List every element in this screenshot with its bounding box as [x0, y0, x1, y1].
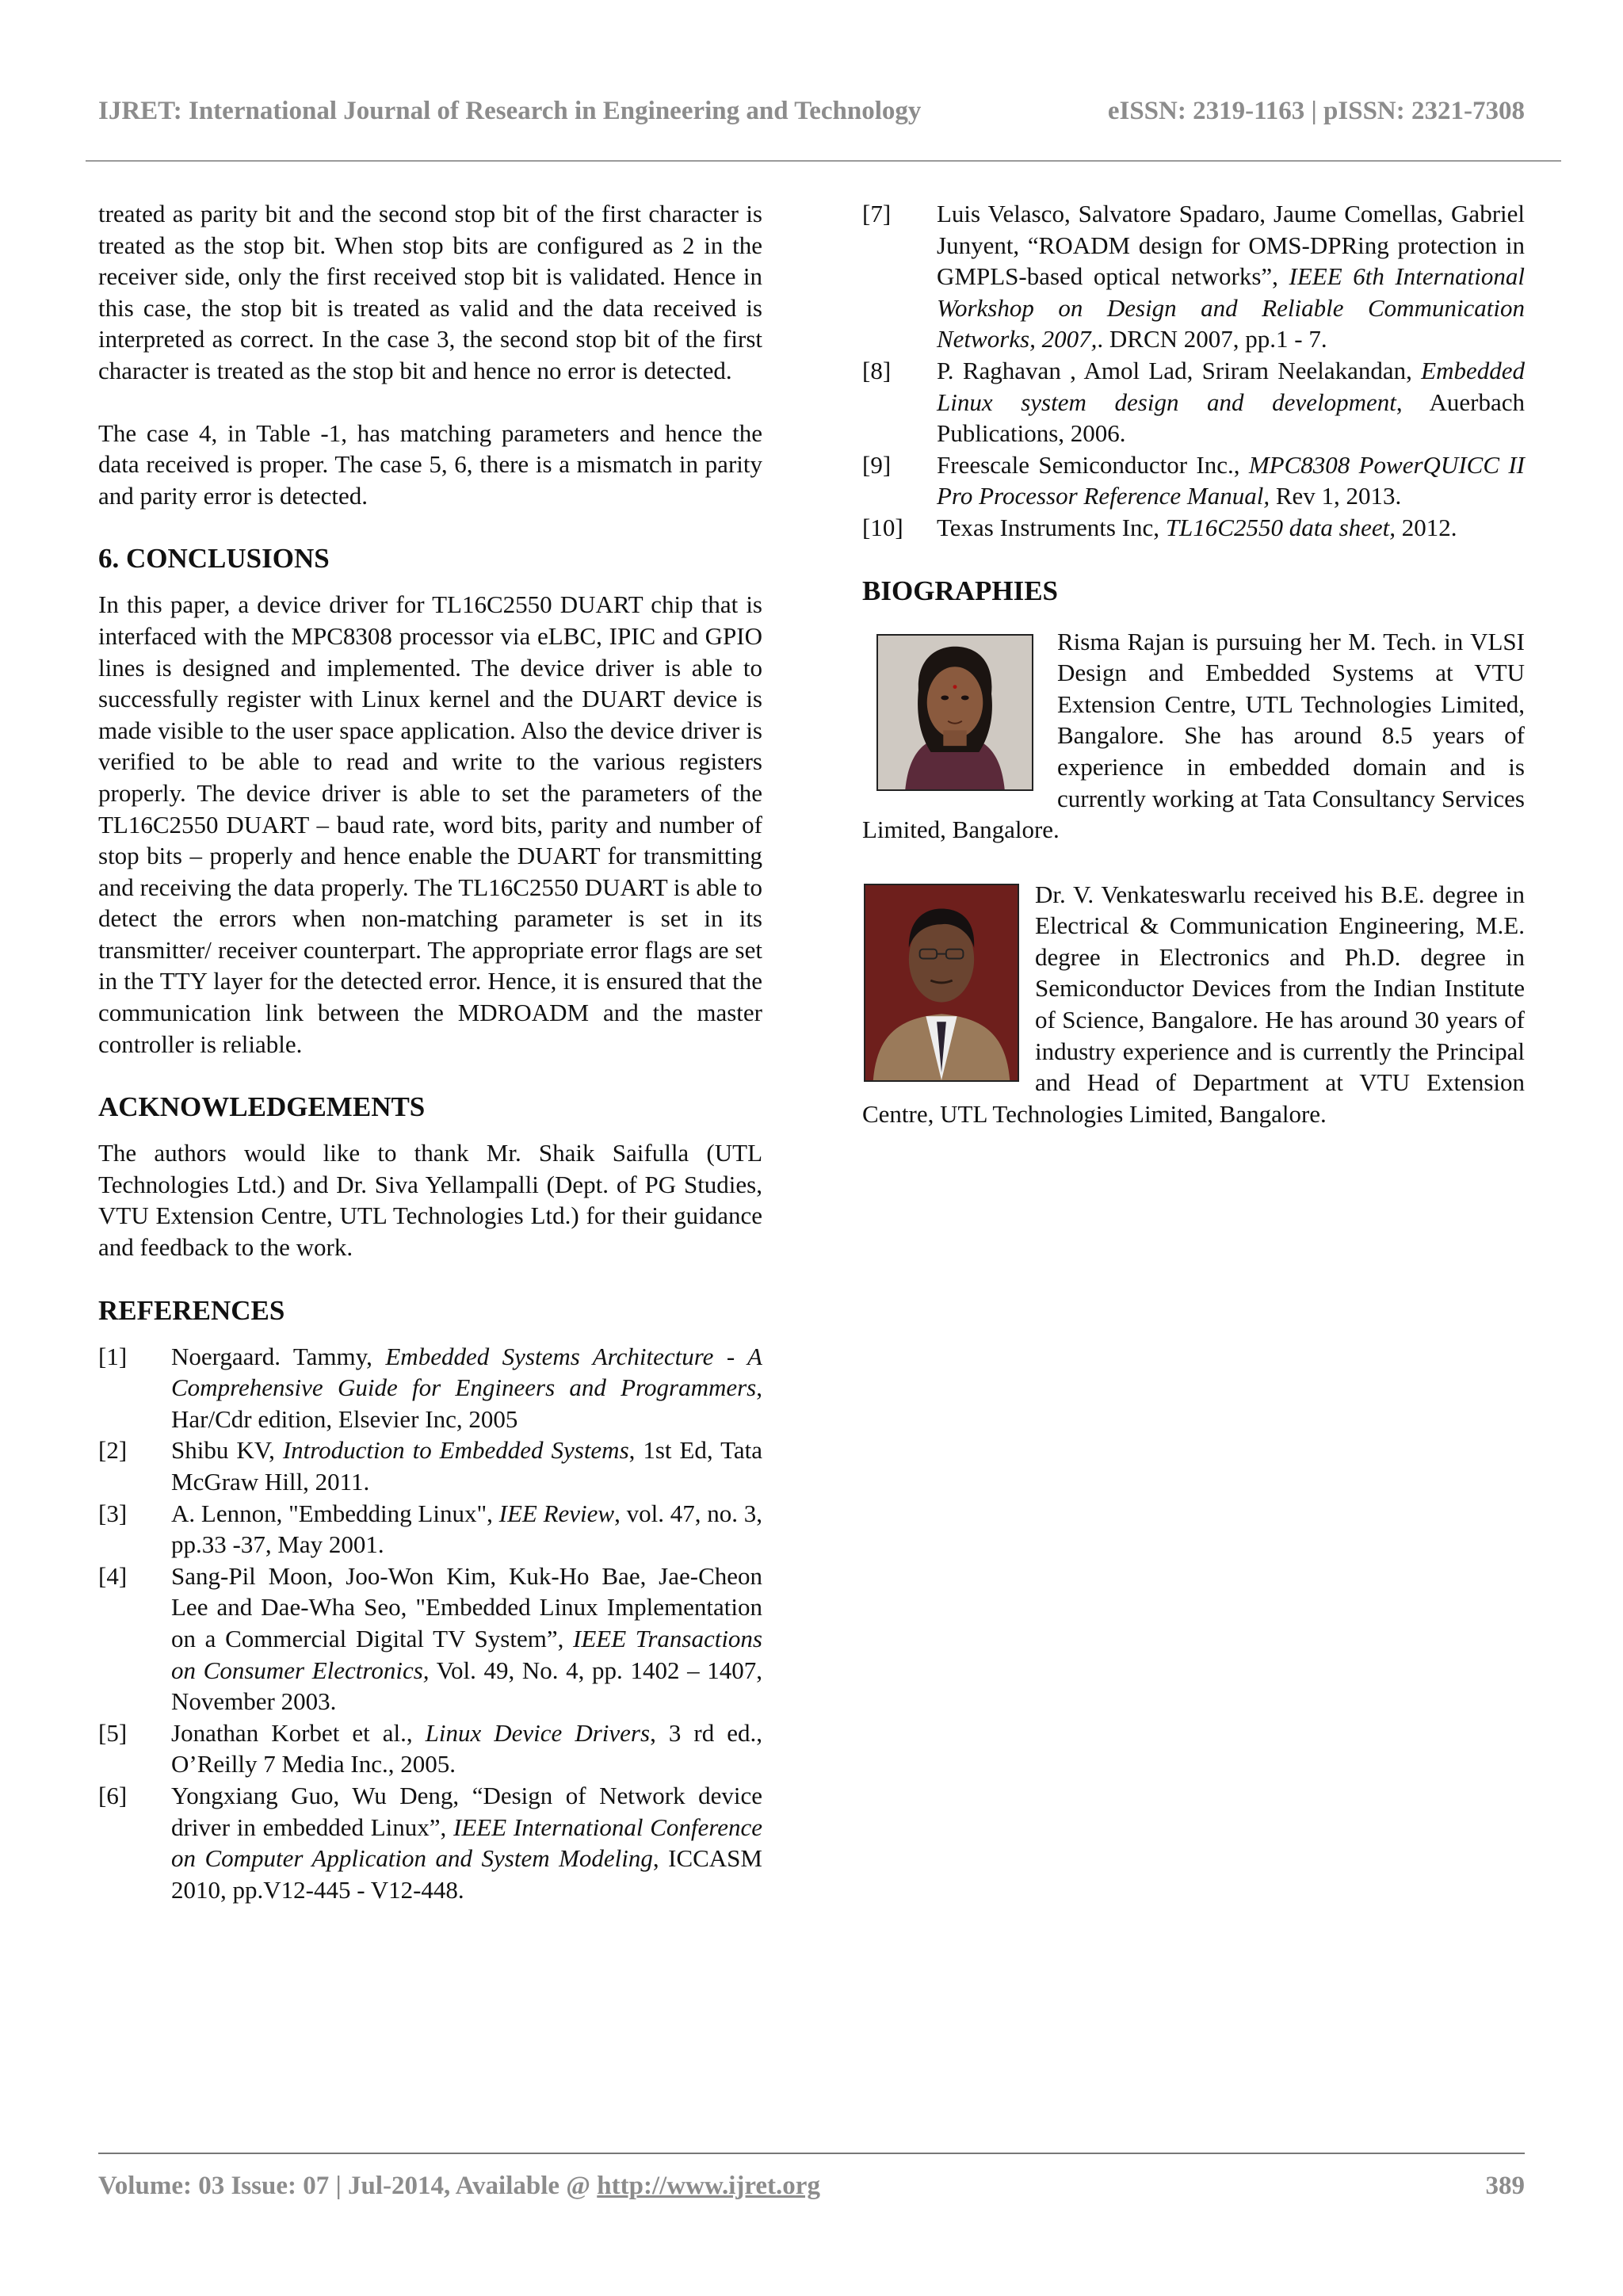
reference-text: Luis Velasco, Salvatore Spadaro, Jaume Comellas, Gabriel Junyent, “ROADM design for OMS-DPRing protection in GMPLS-based optical networks”, IEEE 6th International Workshop on Design and Reliable Communication Networks, 2007,. DRCN 2007, pp.1 - 7. [937, 200, 1526, 353]
acknowledgements-text: The authors would like to thank Mr. Shaik Saifulla (UTL Technologies Ltd.) and Dr. Siva Yellampalli (Dept. of PG Studies, VTU Extension Centre, UTL Technologies Ltd.) for their guidance and feedback to the work. [98, 1139, 762, 1262]
conclusions-text: In this paper, a device driver for TL16C2550 DUART chip that is interfaced with the MPC8308 processor via eLBC, IPIC and GPIO lines is designed and implemented. The device driver is able to successfully register with Linux kernel and the DUART device is made visible to the user space application. Also the device driver is verified to be able to read and write to the various registers properly. The device driver is able to set the parameters of the TL16C2550 DUART – baud rate, word bits, parity and number of stop bits – properly and hence enable the DUART for transmitting and receiving the data properly. The TL16C2550 DUART is able to detect the errors when non-matching parameter is set in its transmitter/ receiver counterpart. The appropriate error flags are set in the TTY layer for the detected error. Hence, it is ensured that the communication link between the MDROADM and the master controller is reliable. [98, 590, 762, 1058]
references-section [98, 1293, 762, 1906]
reference-text: Freescale Semiconductor Inc., MPC8308 PowerQUICC II Pro Processor Reference Manual, Rev 1, 2013. [937, 450, 1525, 510]
author-photo-v-venkateswarlu [864, 884, 1019, 1082]
reference-item [862, 198, 1525, 355]
reference-item [862, 512, 1525, 544]
section-heading: BIOGRAPHIES [862, 575, 1058, 606]
reference-item [98, 1341, 762, 1435]
journal-title: IJRET: International Journal of Research in Engineering and Technology [98, 97, 922, 125]
reference-text: Yongxiang Guo, Wu Deng, “Design of Network device driver in embedded Linux”, IEEE International Conference on Computer Application and System Modeling, ICCASM 2010, pp.V12-445 - V12-448. [171, 1781, 762, 1904]
biographies-section [862, 574, 1525, 1130]
running-footer [98, 2172, 1525, 2211]
reference-number: [8] [862, 356, 892, 384]
reference-number: [3] [98, 1499, 128, 1527]
author-photo-risma-rajan [876, 634, 1033, 791]
issn-line: eISSN: 2319-1163 | pISSN: 2321-7308 [1107, 97, 1525, 125]
section-heading: ACKNOWLEDGEMENTS [98, 1091, 426, 1123]
footer-rule [98, 2153, 1525, 2154]
biography-2 [862, 879, 1525, 1130]
reference-text: Texas Instruments Inc, TL16C2550 data sheet, 2012. [937, 513, 1457, 541]
reference-text: Shibu KV, Introduction to Embedded Systems, 1st Ed, Tata McGraw Hill, 2011. [171, 1436, 762, 1496]
reference-number: [1] [98, 1342, 128, 1370]
reference-item [98, 1561, 762, 1717]
reference-item [862, 355, 1525, 449]
reference-item [98, 1717, 762, 1780]
section-heading: REFERENCES [98, 1294, 285, 1326]
header-rule [86, 160, 1561, 162]
reference-list [98, 1341, 762, 1906]
left-column [98, 198, 762, 1905]
biography-text: Dr. V. Venkateswarlu received his B.E. degree in Electrical & Communication Engineering, M.E. degree in Electronics and Ph.D. degree in Semiconductor Devices from the Indian Institute of Science, Bangalore. He has around 30 years of industry experience and is currently the Principal and Head of Department at VTU Extension Centre, UTL Technologies Limited, Bangalore. [862, 880, 1525, 1128]
body-paragraph: treated as parity bit and the second stop bit of the first character is treated as the stop bit. When stop bits are configured as 2 in the receiver side, only the first received stop bit is validated. Hence in this case, the stop bit is treated as valid and the data received is interpreted as correct. In the case 3, the second stop bit of the first character is treated as the stop bit and hence no error is detected. [98, 200, 762, 384]
section-heading: 6. CONCLUSIONS [98, 543, 330, 575]
body-paragraph: The case 4, in Table -1, has matching parameters and hence the data received is proper. The case 5, 6, there is a mismatch in parity and parity error is detected. [98, 418, 762, 510]
reference-item [98, 1498, 762, 1561]
acknowledgements-section [98, 1090, 762, 1263]
biography-1 [862, 626, 1525, 846]
reference-list-continued [862, 198, 1525, 544]
reference-number: [5] [98, 1718, 128, 1747]
reference-text: P. Raghavan , Amol Lad, Sriram Neelakandan, Embedded Linux system design and development, Auerbach Publications, 2006. [937, 356, 1525, 448]
running-header [98, 97, 1525, 138]
reference-text: Sang-Pil Moon, Joo-Won Kim, Kuk-Ho Bae, Jae-Cheon Lee and Dae-Wha Seo, "Embedded Linux Implementation on a Commercial Digital TV System”, IEEE Transactions on Consumer Electronics, Vol. 49, No. 4, pp. 1402 – 1407, November 2003. [171, 1561, 762, 1716]
reference-number: [9] [862, 450, 892, 479]
reference-text: Jonathan Korbet et al., Linux Device Drivers, 3 rd ed., O’Reilly 7 Media Inc., 2005. [171, 1718, 762, 1778]
reference-item [98, 1435, 762, 1497]
journal-link[interactable]: http://www.ijret.org [597, 2172, 820, 2200]
conclusions-section [98, 541, 762, 1060]
reference-item [862, 449, 1525, 512]
reference-text: Noergaard. Tammy, Embedded Systems Architecture - A Comprehensive Guide for Engineers and Programmers, Har/Cdr edition, Elsevier Inc, 2005 [171, 1342, 762, 1433]
reference-number: [2] [98, 1436, 128, 1465]
reference-number: [7] [862, 200, 892, 227]
right-column [862, 198, 1525, 1129]
reference-number: [10] [862, 513, 903, 541]
page-number: 389 [1485, 2172, 1525, 2200]
biography-text: Risma Rajan is pursuing her M. Tech. in VLSI Design and Embedded Systems at VTU Extension Centre, UTL Technologies Limited, Bangalore. She has around 8.5 years of experience in embedded domain and is currently working at Tata Consultancy Services Limited, Bangalore. [862, 627, 1525, 844]
reference-item [98, 1780, 762, 1905]
reference-number: [6] [98, 1781, 128, 1809]
reference-text: A. Lennon, "Embedding Linux", IEE Review, vol. 47, no. 3, pp.33 -37, May 2001. [171, 1499, 762, 1559]
reference-number: [4] [98, 1561, 128, 1590]
volume-info: Volume: 03 Issue: 07 | Jul-2014, Available @ http://www.ijret.org [98, 2172, 820, 2200]
